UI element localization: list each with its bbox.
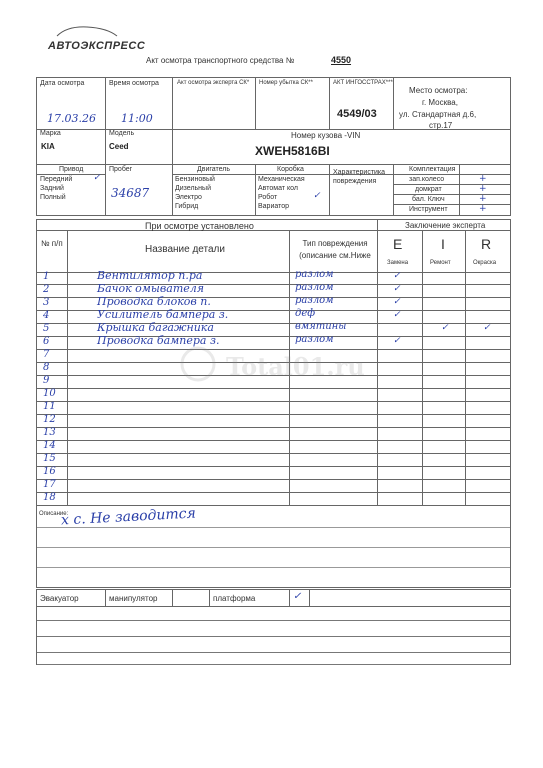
gear-opt-manual: Механическая	[258, 176, 305, 183]
car-logo-icon	[52, 24, 122, 38]
part-name: Крышка багажника	[97, 321, 214, 334]
gear-opt-auto: Автомат кол	[258, 185, 298, 192]
col-i-header: I	[441, 236, 445, 252]
table-row	[37, 401, 510, 415]
row-number: 4	[43, 310, 50, 321]
kit-label: Комплектация	[409, 166, 456, 173]
col-r-sub: Окраска	[473, 260, 497, 266]
row-number: 13	[43, 427, 56, 438]
section-title: При осмотре установлено	[145, 221, 254, 231]
platform-mark: ✓	[293, 591, 302, 602]
vin-label: Номер кузова -VIN	[291, 131, 361, 140]
row-number: 6	[43, 336, 50, 347]
drive-opt-full: Полный	[40, 194, 66, 201]
engine-opt-diesel: Дизельный	[175, 185, 211, 192]
loss-label: Номер убытка СК**	[259, 80, 313, 86]
col-r-header: R	[481, 236, 492, 252]
ingos-label: АКТ ИНГОССТРАХ***	[333, 80, 393, 86]
mark-repair: ✓	[441, 323, 449, 333]
row2-block	[36, 128, 511, 165]
row-number: 18	[43, 492, 56, 503]
kit-mark-1: +	[479, 174, 487, 184]
row-number: 15	[43, 453, 56, 464]
damage-type: разлом	[295, 295, 334, 306]
kit-mark-3: +	[479, 194, 487, 204]
col-i-sub: Ремонт	[430, 260, 451, 266]
make-label: Марка	[40, 130, 61, 137]
col-name-header: Название детали	[145, 244, 225, 255]
drive-opt-front: Передний	[40, 176, 73, 183]
mark-replace: ✓	[393, 336, 401, 346]
row-number: 12	[43, 414, 56, 425]
row-number: 1	[43, 271, 50, 282]
parts-header	[36, 219, 511, 273]
ingos-value: 4549/03	[337, 108, 377, 120]
table-row	[37, 466, 510, 480]
place-line2: ул. Стандартная д.6,	[399, 110, 477, 119]
engine-opt-petrol: Бензиновый	[175, 176, 215, 183]
kit-tools: Инструмент	[409, 206, 448, 213]
mark-replace: ✓	[393, 284, 401, 294]
logo-text: АВТОЭКСПРЕСС	[48, 40, 146, 52]
row-number: 2	[43, 284, 50, 295]
row-number: 5	[43, 323, 50, 334]
model-value: Ceed	[109, 142, 129, 151]
time-value: 11:00	[121, 112, 153, 125]
kit-spare-wheel: зап.колесо	[409, 176, 445, 183]
damage-type: разлом	[295, 282, 334, 293]
mark-replace: ✓	[393, 271, 401, 281]
mileage-value: 34687	[111, 186, 150, 200]
col-type-header: Тип повреждения (описание см.Ниже	[299, 239, 371, 260]
description-handwritten: х с. Не заводится	[60, 505, 197, 529]
watermark-logo-icon	[178, 344, 218, 384]
drive-mark: ✓	[93, 173, 101, 183]
description-block	[36, 505, 511, 588]
mark-replace: ✓	[393, 297, 401, 307]
part-name: Вентилятор п.ра	[97, 269, 203, 282]
drive-opt-rear: Задний	[40, 185, 64, 192]
row-number: 16	[43, 466, 56, 477]
damage-type: вмятины	[295, 321, 347, 332]
place-line3: стр.17	[429, 121, 453, 130]
col-no-header: № п/п	[41, 239, 63, 248]
place-label: Место осмотра:	[409, 86, 468, 95]
part-name: Проводка блоков п.	[97, 295, 211, 308]
platform-label: платформа	[213, 594, 256, 603]
col-e-sub: Замена	[387, 260, 409, 266]
kit-jack: домкрат	[415, 186, 442, 193]
kit-mark-4: +	[479, 204, 487, 214]
vin-value: XWEH5816BI	[255, 144, 330, 158]
make-value: KIA	[41, 142, 55, 151]
row-number: 7	[43, 349, 50, 360]
date-label: Дата осмотра	[40, 80, 85, 87]
engine-opt-electro: Электро	[175, 194, 202, 201]
row3-block	[36, 164, 511, 216]
inspection-act-page: АВТОЭКСПРЕСС Акт осмотра транспортного средства № 4550 Дата осмотра 17.03.26 Время осмотра 11:00 Акт осмотра эксперта СК* Номер убытка СК** АКТ ИНГОССТРАХ*** 4549/03 Место осмотра: г. Москва, ул. Стандартная д.6, стр.17 Марка KIA Модель Ceed Номер кузова -VIN XWEH5816BI Привод Передний ✓ Задний Полный Пробег 34687 Двигатель Бензиновый Дизельный Электро Гибрид Коробка Механическая Автомат кол ✓ Робот Вариатор Характеристика повреждения Комплектация зап.колесо домкрат бал. Ключ Инструмент + + + + При осмотре установлено Заключение эксперта № п/п Название детали Тип повреждения (описание см.Ниже E I R Замена Ремонт Окраска 1 Вентилятор п.ра разлом ✓ 2 Бачок омывателя разлом ✓ 3 Проводка блоков п. разлом ✓ 4 Усилитель бампера з. деф ✓ 5 Крышка багажника вмятины ✓ ✓ 6 Проводка бампера з. разлом ✓ 7 8 9 10 11 12 13 14 15 16 17 18 Описание: х с. Не заводится Эвакуатор манипулятор платформа ✓ Total01.ru	[0, 0, 543, 768]
engine-opt-hybrid: Гибрид	[175, 203, 199, 210]
row-number: 3	[43, 297, 50, 308]
time-label: Время осмотра	[109, 80, 159, 87]
signature-lines	[36, 605, 511, 665]
part-name: Бачок омывателя	[97, 282, 205, 295]
damage-type: разлом	[295, 269, 334, 280]
gear-opt-cvt: Вариатор	[258, 203, 290, 210]
gear-opt-robot: Робот	[258, 194, 278, 201]
damage-type: деф	[295, 308, 316, 319]
table-row	[37, 414, 510, 428]
mark-replace: ✓	[393, 310, 401, 320]
place-line1: г. Москва,	[422, 98, 458, 107]
drive-label: Привод	[59, 166, 84, 173]
gear-mark: ✓	[313, 191, 321, 201]
expert-label: Акт осмотра эксперта СК*	[177, 80, 250, 86]
row-number: 17	[43, 479, 56, 490]
row-number: 14	[43, 440, 56, 451]
row-number: 11	[43, 401, 56, 412]
parts-rows	[36, 271, 511, 506]
col-e-header: E	[393, 236, 403, 252]
gear-label: Коробка	[277, 166, 304, 173]
model-label: Модель	[109, 130, 135, 137]
table-row	[37, 453, 510, 467]
engine-label: Двигатель	[197, 166, 231, 173]
row-number: 10	[43, 388, 56, 399]
row-number: 9	[43, 375, 50, 386]
table-row	[37, 336, 510, 350]
damage-type: разлом	[295, 334, 334, 345]
row-number: 8	[43, 362, 50, 373]
evacuator-label: Эвакуатор	[40, 594, 79, 603]
mark-paint: ✓	[483, 323, 491, 333]
logo	[48, 36, 145, 54]
part-name: Проводка бампера з.	[97, 334, 220, 347]
date-value: 17.03.26	[47, 112, 96, 125]
act-number: 4550	[331, 55, 352, 65]
damage-char-label: Характеристика повреждения	[333, 169, 386, 185]
table-row	[37, 440, 510, 454]
table-row	[37, 427, 510, 441]
expert-title: Заключение эксперта	[405, 221, 486, 230]
row1-block	[36, 77, 511, 130]
part-name: Усилитель бампера з.	[97, 308, 229, 321]
manip-label: манипулятор	[109, 594, 158, 603]
description-label: Описание:	[39, 511, 69, 517]
table-row	[37, 479, 510, 493]
kit-mark-2: +	[479, 184, 487, 194]
kit-wrench: бал. Ключ	[412, 196, 445, 203]
table-row	[37, 492, 510, 506]
page-title: Акт осмотра транспортного средства №	[146, 56, 295, 65]
mileage-label: Пробег	[109, 166, 133, 173]
table-row	[37, 388, 510, 402]
